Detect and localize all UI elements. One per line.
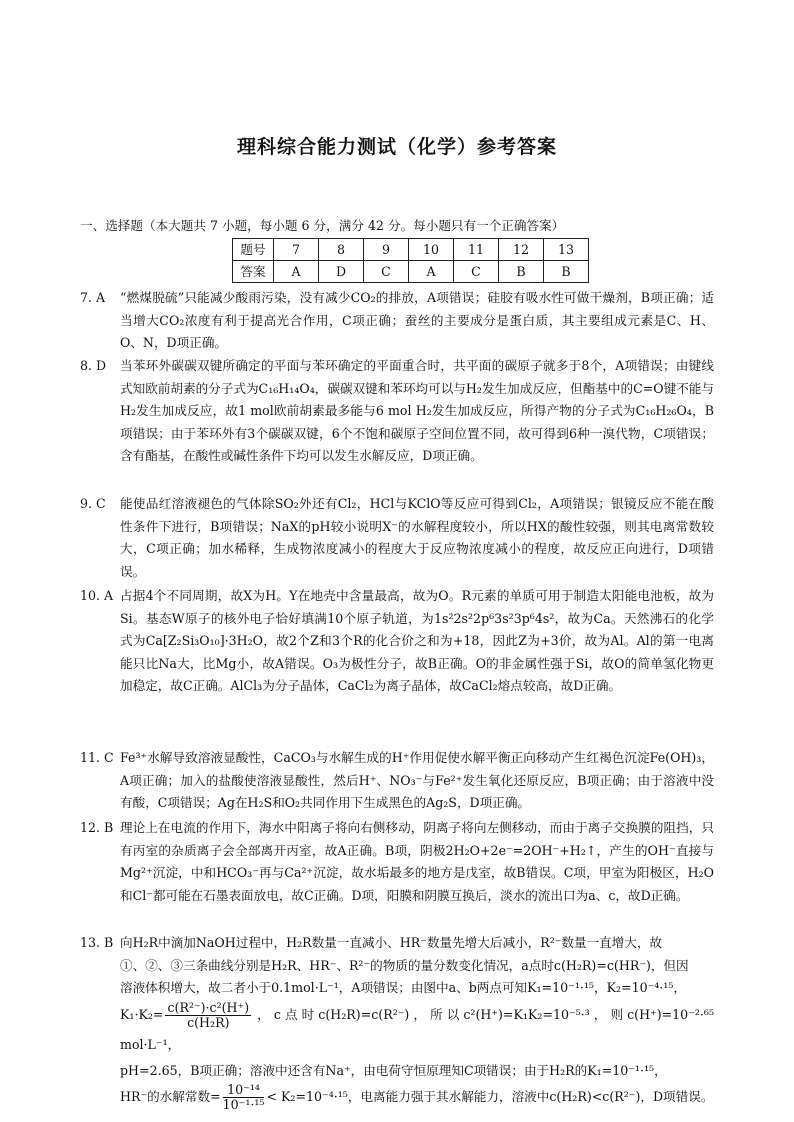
formula-prefix: HR⁻的水解常数=	[120, 1089, 221, 1105]
explanation-line: pH=2.65，B项正确；溶液中还含有Na⁺，由电荷守恒原理知C项错误；由于H₂R的K₁=10⁻¹·¹⁵，	[120, 1062, 667, 1078]
table-row	[233, 239, 589, 261]
table-cell: 12	[499, 239, 544, 261]
question-number: 12.	[80, 820, 101, 835]
answer-item-11	[80, 747, 714, 815]
explanation-text: 当苯环外碳碳双键所确定的平面与苯环确定的平面重合时，共平面的碳原子就多于8个，A项错误；由键线式知欧前胡素的分子式为C₁₆H₁₄O₄，碳碳双键和苯环均可以与H₂发生加成反应，但酯基中的C=O键不能与H₂发生加成反应，故1 mol欧前胡素最多能与6 mol H₂发生加成反应，所得产物的分子式为C₁₆H₂₆O₄，B项错误；由于苯环外有3个碳碳双键，6个不饱和碳原子空间位置不同，故可得到6种一溴代物，C项错误；含有酯基，在酸性或碱性条件下均可以发生水解反应，D项正确。	[120, 358, 714, 464]
question-answer: D	[96, 358, 107, 373]
question-answer: C	[96, 496, 106, 511]
table-cell: 13	[544, 239, 589, 261]
table-cell: 10	[409, 239, 454, 261]
answer-item-8	[80, 355, 714, 468]
explanation-text: Fe³⁺水解导致溶液显酸性，CaCO₃与水解生成的H⁺作用促使水解平衡正向移动产生红褐色沉淀Fe(OH)₃，A项正确；加入的盐酸使溶液显酸性，然后H⁺、NO₃⁻与Fe²⁺发生氧化还原反应，B项正确；由于溶液中没有酸，C项错误；Ag在H₂S和O₂共同作用下生成黑色的Ag₂S，D项正确。	[120, 750, 714, 811]
question-number: 11.	[80, 750, 101, 765]
question-number: 8.	[80, 358, 93, 373]
table-cell: 11	[454, 239, 499, 261]
table-cell: A	[409, 261, 454, 283]
table-cell: B	[544, 261, 589, 283]
explanation-line	[120, 1082, 714, 1112]
table-row	[233, 261, 589, 283]
formula-rest: ，c点时c(H₂R)=c(R²⁻)，所以c²(H⁺)=K₁K₂=10⁻⁵·³，则c(H⁺)=10⁻²·⁶⁵ mol·L⁻¹，	[120, 1006, 714, 1052]
explanation-text: 能使品红溶液褪色的气体除SO₂外还有Cl₂，HCl与KClO等反应可得到Cl₂，A项错误；银镜反应不能在酸性条件下进行，B项错误；NaX的pH较小说明X⁻的水解程度较小，所以HX的酸性较强，则其电离常数较大，C项正确；加水稀释，生成物浓度减小的程度大于反应物浓度减小的程度，故反应正向进行，D项错误。	[120, 496, 714, 579]
table-cell: 8	[319, 239, 364, 261]
question-answer: B	[104, 935, 114, 950]
table-cell: 9	[364, 239, 409, 261]
explanation-text: 占据4个不同周期，故X为H。Y在地壳中含量最高，故为O。R元素的单质可用于制造太阳能电池板，故为Si。基态W原子的核外电子恰好填满10个原子轨道，为1s²2s²2p⁶3s²3p⁶4s²，故为Ca。天然沸石的化学式为Ca[Z₂Si₃O₁₀]·3H₂O，故2个Z和3个R的化合价之和为+18，因此Z为+3价，故为Al。Al的第一电离能只比Na大，比Mg小，故A错误。O₃为极性分子，故B正确。O的非金属性强于Si，故O的简单氢化物更加稳定，故C正确。AlCl₃为分子晶体，CaCl₂为离子晶体，故CaCl₂熔点较高，故D正确。	[120, 588, 714, 694]
answer-item-13	[80, 932, 714, 1112]
question-answer: A	[104, 588, 114, 603]
table-cell: 7	[274, 239, 319, 261]
section-heading: 一、选择题（本大题共 7 小题，每小题 6 分，满分 42 分。每小题只有一个正确答案）	[80, 218, 565, 233]
fraction-numerator: c(R²⁻)·c²(H⁺)	[167, 999, 250, 1015]
question-number: 7.	[80, 290, 93, 305]
question-answer: A	[96, 290, 106, 305]
question-answer: C	[104, 750, 114, 765]
question-number: 13.	[80, 935, 101, 950]
explanation-line	[120, 1000, 714, 1060]
table-cell: A	[274, 261, 319, 283]
table-cell: B	[499, 261, 544, 283]
answer-item-10	[80, 585, 714, 698]
page-title: 理科综合能力测试（化学）参考答案	[236, 136, 557, 158]
explanation-line: 向H₂R中滴加NaOH过程中，H₂R数量一直减小、HR⁻数量先增大后减小，R²⁻数量一直增大，故	[120, 935, 663, 950]
question-answer: B	[104, 820, 114, 835]
fraction-denominator: c(H₂R)	[187, 1014, 230, 1030]
question-number: 9.	[80, 496, 93, 511]
answer-item-12	[80, 817, 714, 907]
table-cell: C	[454, 261, 499, 283]
explanation-text: “燃煤脱硫”只能减少酸雨污染，没有减少CO₂的排放，A项错误；硅胶有吸水性可做干燥剂，B项正确；适当增大CO₂浓度有利于提高光合作用，C项正确；蚕丝的主要成分是蛋白质，其主要组成元素是C、H、O、N，D项正确。	[120, 290, 714, 351]
table-cell: D	[319, 261, 364, 283]
explanation-line: ①、②、③三条曲线分别是H₂R、HR⁻、R²⁻的物质的量分数变化情况，a点时c(H₂R)=c(HR⁻)，但因	[120, 957, 689, 973]
answer-table	[232, 238, 589, 283]
fraction	[223, 1083, 265, 1112]
question-number: 10.	[80, 588, 101, 603]
explanation-text: 理论上在电流的作用下，海水中阳离子将向右侧移动，阴离子将向左侧移动，而由于离子交换膜的阻挡，只有丙室的杂质离子会全部离开丙室，故A正确。B项，阴极2H₂O+2e⁻=2OH⁻+H₂↑，产生的OH⁻直接与Mg²⁺沉淀，中和HCO₃⁻再与Ca²⁺沉淀，故水垢最多的地方是戊室，故B错误。C项，甲室为阳极区，H₂O和Cl⁻都可能在石墨表面放电，故C正确。D项，阳膜和阴膜互换后，淡水的流出口为a、c，故D正确。	[120, 820, 714, 903]
row-label: 答案	[233, 261, 274, 283]
formula-prefix: K₁·K₂=	[120, 1006, 164, 1022]
fraction-denominator: 10⁻¹·¹⁵	[222, 1097, 265, 1113]
answer-item-9	[80, 493, 714, 583]
fraction	[165, 1001, 251, 1030]
row-label: 题号	[233, 239, 274, 261]
explanation-line: 溶液体积增大，故二者小于0.1mol·L⁻¹，A项错误；由图中a、b两点可知K₁=10⁻¹·¹⁵，K₂=10⁻⁴·¹⁵，	[120, 980, 686, 996]
fraction-numerator: 10⁻¹⁴	[223, 1083, 265, 1098]
answer-item-7	[80, 287, 714, 355]
formula-rest: < K₂=10⁻⁴·¹⁵，电离能力强于其水解能力，溶液中c(H₂R)<c(R²⁻)，D项错误。	[266, 1089, 714, 1105]
table-cell: C	[364, 261, 409, 283]
